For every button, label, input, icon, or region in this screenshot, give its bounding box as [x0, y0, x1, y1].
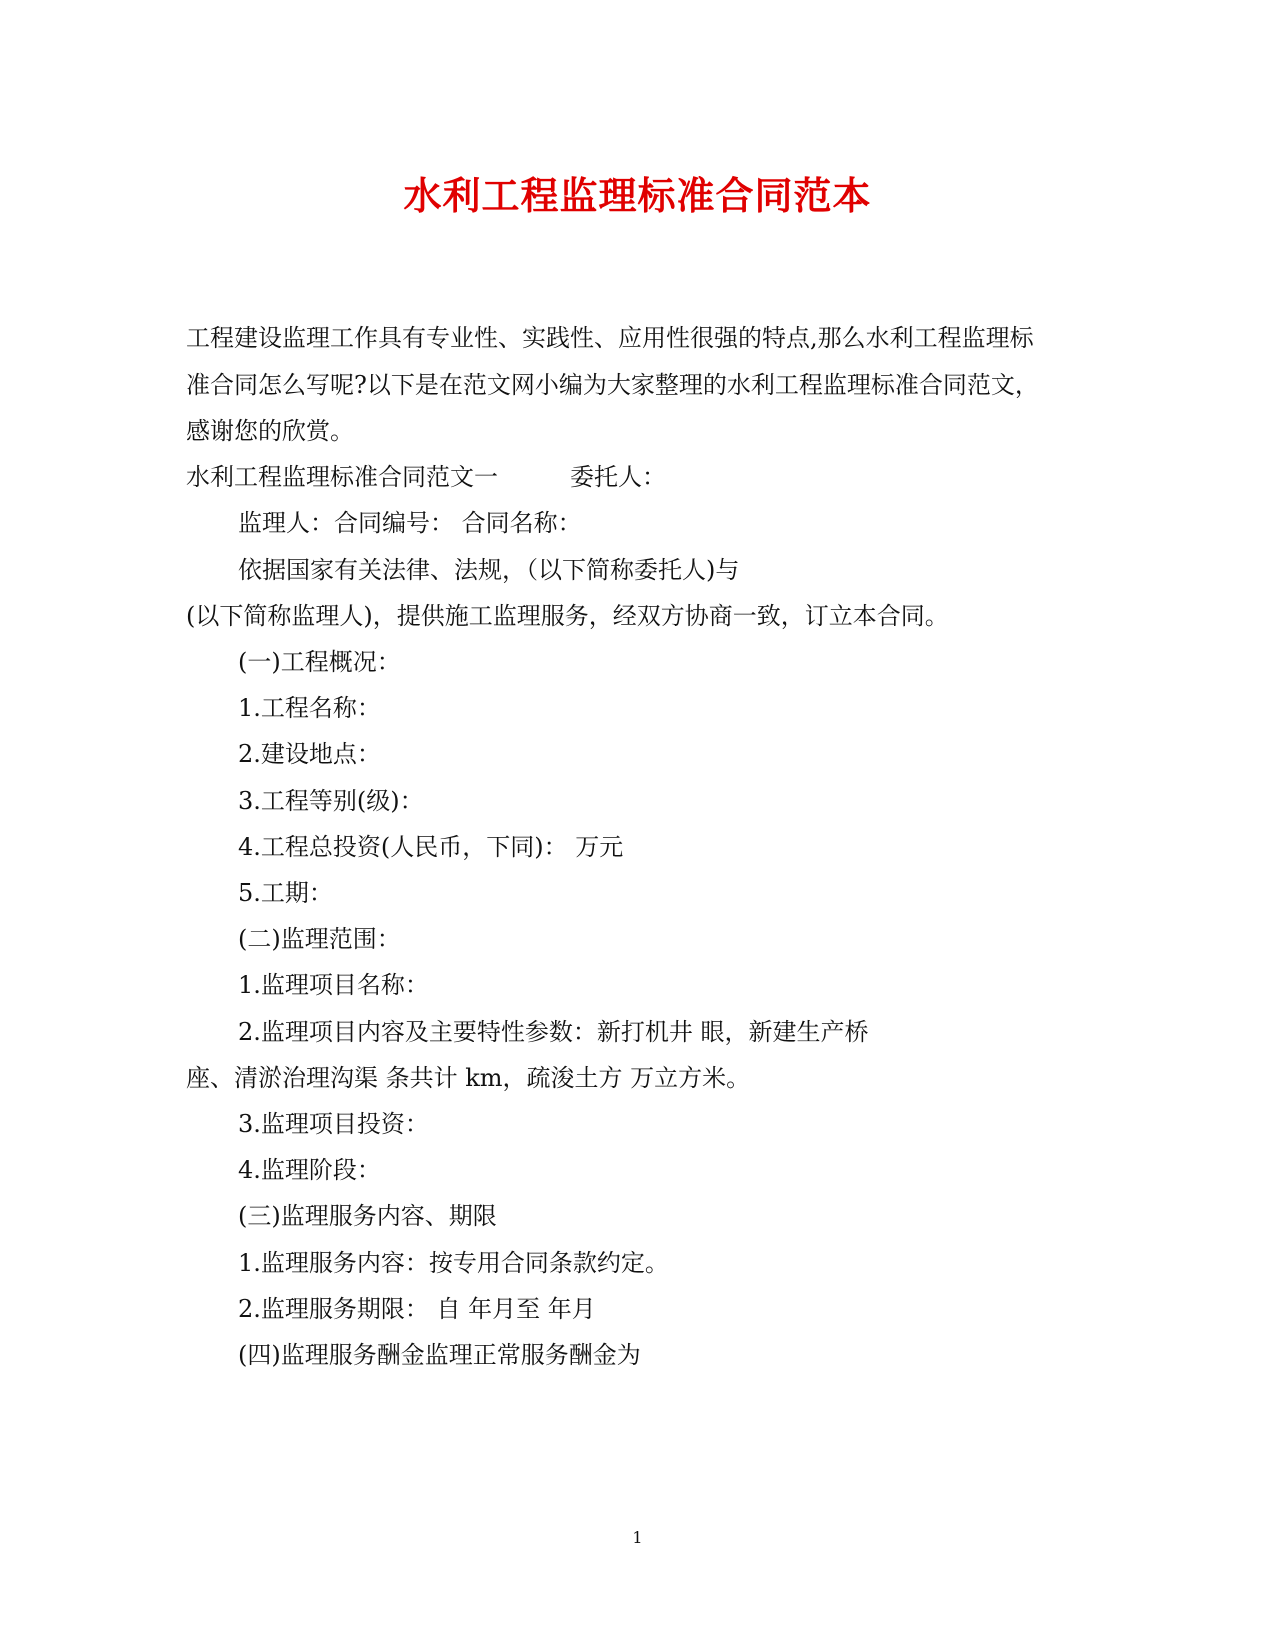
list-item: 3.监理项目投资： — [238, 1110, 429, 1138]
list-item: 1.工程名称： — [238, 694, 381, 722]
list-item: 2.监理服务期限： 自 年月至 年月 — [238, 1295, 596, 1323]
page-number: 1 — [632, 1528, 643, 1547]
sample-heading-line — [186, 461, 666, 493]
list-item: 4.工程总投资(人民币，下同)： 万元 — [238, 833, 624, 861]
list-item: 4.监理阶段： — [238, 1156, 381, 1184]
body-line-3: (以下简称监理人)，提供施工监理服务，经双方协商一致，订立本合同。 — [186, 602, 949, 630]
section-heading-3: (三)监理服务内容、期限 — [238, 1202, 497, 1230]
list-item: 2.建设地点： — [238, 740, 381, 768]
list-item: 3.工程等别(级)： — [238, 787, 424, 815]
section-heading-2: (二)监理范围： — [238, 925, 401, 953]
list-item-continuation: 座、清淤治理沟渠 条共计 km，疏浚土方 万立方米。 — [186, 1064, 751, 1092]
section-heading-1: (一)工程概况： — [238, 648, 401, 676]
list-item: 5.工期： — [238, 879, 333, 907]
body-line-1: 监理人：合同编号： 合同名称： — [238, 509, 582, 537]
document-title: 水利工程监理标准合同范本 — [403, 173, 872, 218]
sample-heading: 水利工程监理标准合同范文一 — [186, 463, 498, 491]
intro-line-3: 感谢您的欣赏。 — [186, 417, 354, 445]
intro-line-1: 工程建设监理工作具有专业性、实践性、应用性很强的特点,那么水利工程监理标 — [186, 324, 1034, 352]
list-item: 1.监理项目名称： — [238, 971, 429, 999]
intro-line-2: 准合同怎么写呢?以下是在范文网小编为大家整理的水利工程监理标准合同范文， — [186, 371, 1039, 399]
body-line-2: 依据国家有关法律、法规，（以下简称委托人)与 — [238, 556, 740, 584]
list-item: 2.监理项目内容及主要特性参数：新打机井 眼，新建生产桥 — [238, 1018, 869, 1046]
list-item: 1.监理服务内容：按专用合同条款约定。 — [238, 1249, 669, 1277]
section-heading-4: (四)监理服务酬金监理正常服务酬金为 — [238, 1341, 641, 1369]
client-label: 委托人： — [570, 463, 666, 491]
